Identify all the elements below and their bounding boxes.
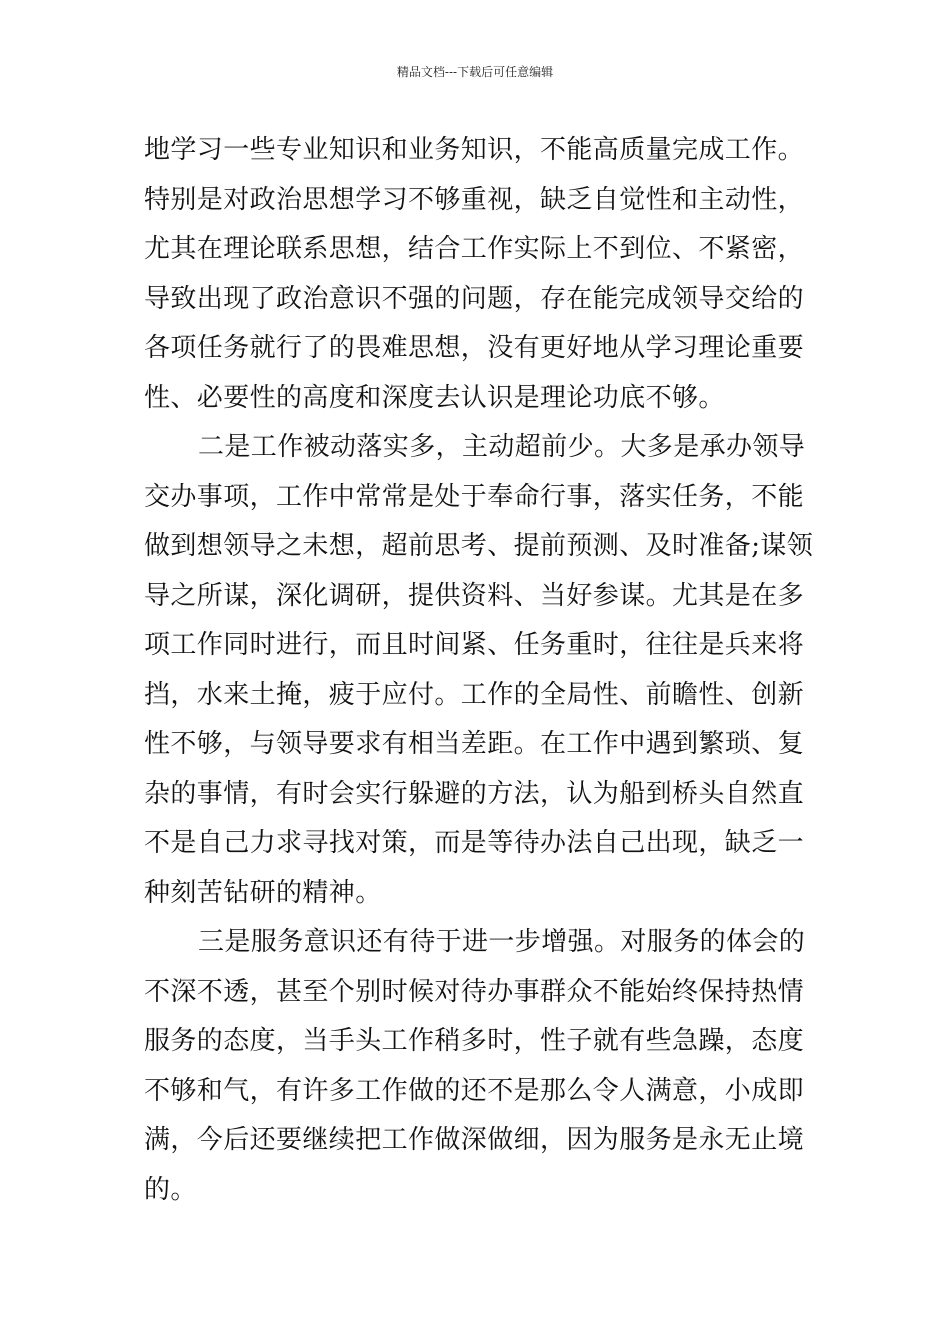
text-line: 性、必要性的高度和深度去认识是理论功底不够。: [144, 382, 725, 413]
text-line: 做到想领导之未想，超前思考、提前预测、及时准备;谋领: [144, 531, 814, 561]
paragraph-3: [144, 918, 806, 1215]
text-line: 满，今后还要继续把工作做深做细，因为服务是永无止境: [144, 1125, 805, 1155]
document-body: [144, 126, 814, 1215]
text-line: 性不够，与领导要求有相当差距。在工作中遇到繁琐、复: [144, 729, 805, 759]
text-line: 不深不透，甚至个别时候对待办事群众不能始终保持热情: [144, 976, 805, 1007]
text-line: 特别是对政治思想学习不够重视，缺乏自觉性和主动性，: [144, 184, 805, 215]
text-line: 导致出现了政治意识不强的问题，存在能完成领导交给的: [144, 283, 805, 314]
text-line: 杂的事情，有时会实行躲避的方法，认为船到桥头自然直: [144, 778, 805, 809]
text-line: 尤其在理论联系思想，结合工作实际上不到位、不紧密，: [144, 234, 805, 264]
paragraph-1: [144, 126, 806, 423]
text-line: 二是工作被动落实多，主动超前少。大多是承办领导: [198, 432, 806, 462]
text-line: 交办事项，工作中常常是处于奉命行事，落实任务，不能: [144, 481, 805, 512]
text-line: 地学习一些专业知识和业务知识，不能高质量完成工作。: [144, 135, 805, 165]
text-line: 的。: [144, 1174, 197, 1205]
text-line: 服务的态度，当手头工作稍多时，性子就有些急躁，态度: [144, 1026, 805, 1056]
text-line: 三是服务意识还有待于进一步增强。对服务的体会的: [198, 927, 806, 957]
text-line: 挡，水来土掩，疲于应付。工作的全局性、前瞻性、创新: [144, 679, 805, 710]
text-line: 项工作同时进行，而且时间紧、任务重时，往往是兵来将: [144, 630, 805, 660]
page-header: 精品文档---下载后可任意编辑: [396, 65, 554, 79]
text-line: 各项任务就行了的畏难思想，没有更好地从学习理论重要: [144, 333, 805, 363]
paragraph-2: [144, 423, 814, 918]
text-line: 不是自己力求寻找对策，而是等待办法自己出现，缺乏一: [144, 828, 805, 858]
text-line: 导之所谋，深化调研，提供资料、当好参谋。尤其是在多: [144, 580, 805, 611]
text-line: 不够和气，有许多工作做的还不是那么令人满意，小成即: [144, 1075, 805, 1106]
text-line: 种刻苦钻研的精神。: [144, 877, 382, 908]
